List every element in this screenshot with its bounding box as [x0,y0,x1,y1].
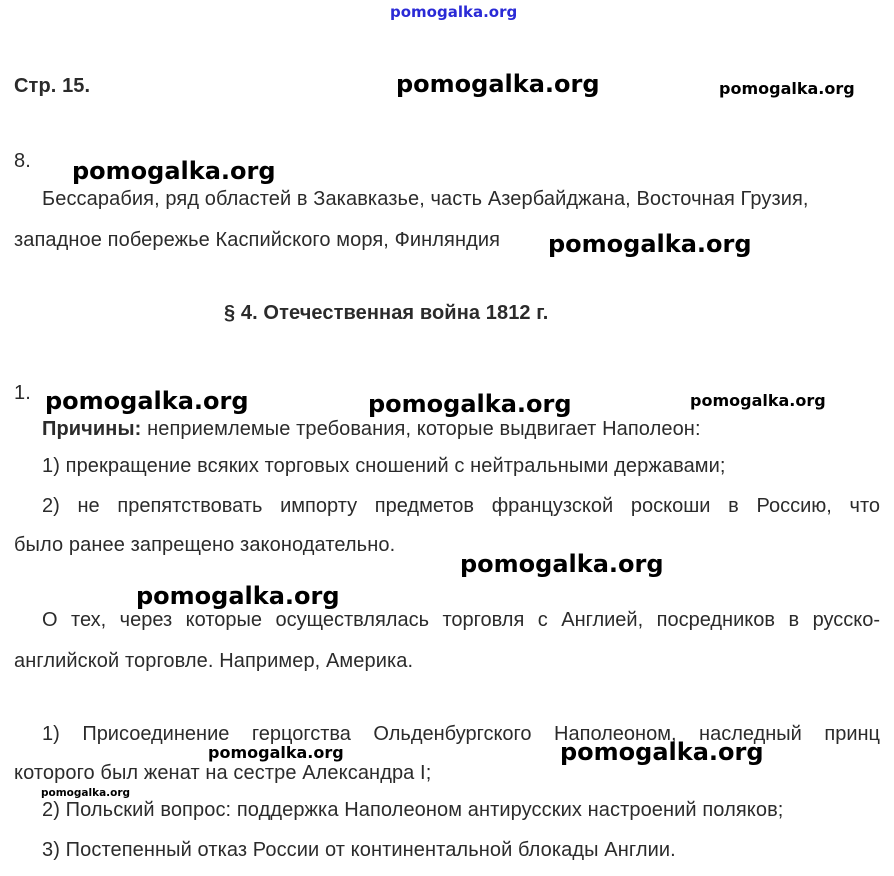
reason-item-1: 1) прекращение всяких торговых сношений с нейтральными державами; [42,455,726,477]
watermark: pomogalka.org [72,157,276,185]
watermark: pomogalka.org [719,79,855,98]
watermark: pomogalka.org [560,738,764,766]
watermark: pomogalka.org [396,70,600,98]
reason-item-2-line-1: 2) не препятствовать импорту предметов французской роскоши в Россию, что [42,495,880,517]
watermark: pomogalka.org [690,391,826,410]
reasons-line [42,417,701,441]
paragraph-line-1: О тех, через которые осуществлялась торговля с Англией, посредников в русско- [42,609,880,631]
question-8-number: 8. [14,150,31,172]
question-8-line-2: западное побережье Каспийского моря, Финляндия [14,229,501,251]
list-line-1: 1) Присоединение герцогства Ольденбургского Наполеоном, наследный принц [42,723,880,745]
page-header: Стр. 15. [14,75,91,97]
watermark: pomogalka.org [460,550,664,578]
list-line-3: 2) Польский вопрос: поддержка Наполеоном антирусских настроений поляков; [42,799,784,821]
list-line-4: 3) Постепенный отказ России от континентальной блокады Англии. [42,839,676,861]
watermark: pomogalka.org [548,230,752,258]
reason-item-2-line-2: было ранее запрещено законодательно. [14,534,396,556]
watermark-top: pomogalka.org [390,3,518,21]
reasons-label: Причины: [42,418,142,440]
list-line-2: которого был женат на сестре Александра I; [14,762,432,784]
watermark: pomogalka.org [208,743,344,762]
question-1-number: 1. [14,382,31,404]
paragraph-line-2: английской торговле. Например, Америка. [14,650,414,672]
watermark: pomogalka.org [136,582,340,610]
watermark: pomogalka.org [45,387,249,415]
watermark: pomogalka.org [368,390,572,418]
watermark: pomogalka.org [41,787,131,799]
reasons-text: неприемлемые требования, которые выдвигает Наполеон: [141,418,701,440]
section-title: § 4. Отечественная война 1812 г. [224,302,549,324]
question-8-line-1: Бессарабия, ряд областей в Закавказье, часть Азербайджана, Восточная Грузия, [42,188,809,210]
